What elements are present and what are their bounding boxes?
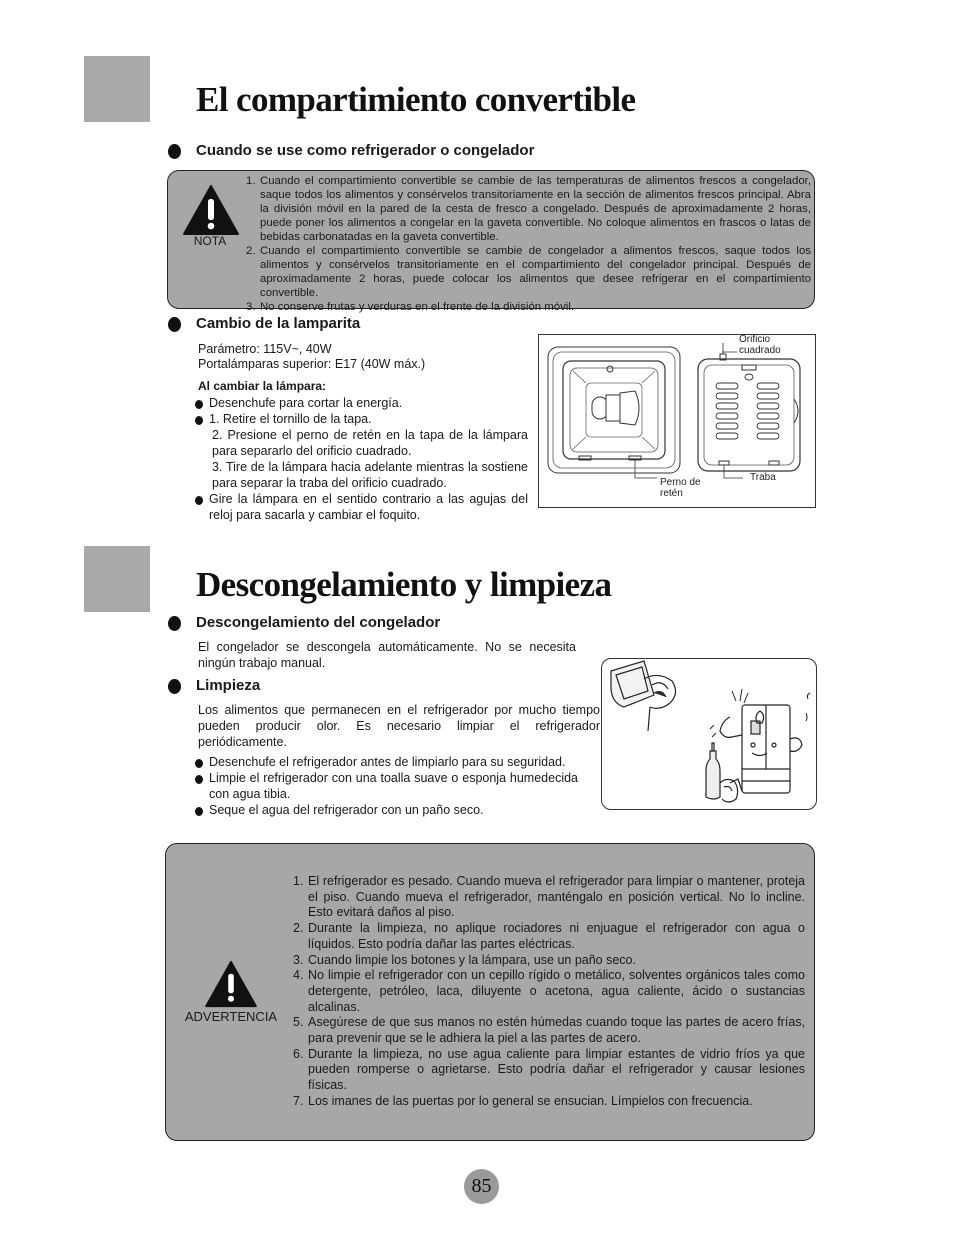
note-label: NOTA bbox=[193, 234, 227, 248]
note-list bbox=[246, 174, 811, 314]
bullet-icon bbox=[168, 317, 181, 332]
list-item: 1. El refrigerador es pesado. Cuando mueva el refrigerador para limpiar o mantener, proteja el piso. Cuando mueva el refrigerador, manténgalo en posición vertical. No lo incline. Esto evitará daños al piso. bbox=[293, 874, 805, 920]
note-box bbox=[167, 170, 815, 313]
warning-triangle-icon bbox=[204, 960, 258, 1008]
list-item: 2. Durante la limpieza, no aplique rociadores ni enjuague el refrigerador con agua o líquidos. Esto podría dañar las partes eléctricas. bbox=[293, 921, 805, 951]
label-retaining-pin: Perno de retén bbox=[660, 477, 701, 499]
bullet-icon bbox=[195, 416, 203, 425]
bullet-icon bbox=[195, 759, 203, 768]
lamp-steps bbox=[195, 395, 528, 523]
list-item: Gire la lámpara en el sentido contrario a las agujas del reloj para sacarla y cambiar el foquito. bbox=[195, 491, 528, 523]
bullet-icon bbox=[195, 400, 203, 409]
cleaning-bullets bbox=[195, 754, 578, 818]
lamp-parameters: Parámetro: 115V~, 40W Portalámparas superior: E17 (40W máx.) bbox=[198, 342, 426, 371]
label-square-hole: Orificio cuadrado bbox=[739, 334, 781, 356]
section-title-convertible: El compartimiento convertible bbox=[196, 80, 636, 119]
warning-list bbox=[293, 874, 805, 1110]
bullet-icon bbox=[195, 496, 203, 505]
defrost-text: El congelador se descongela automáticamente. No se necesita ningún trabajo manual. bbox=[198, 640, 576, 670]
bullet-icon bbox=[168, 679, 181, 694]
list-item: 6. Durante la limpieza, no use agua caliente para limpiar estantes de vidrio fríos ya que pueden romperse o agrietarse. Esto podría dañar el refrigerador y causar lesiones físicas. bbox=[293, 1046, 805, 1093]
bullet-icon bbox=[168, 144, 181, 159]
list-item: 1. Cuando el compartimiento convertible se cambie de las temperaturas de alimentos frescos a congelador, saque todos los alimentos y consérvelos transitoriamente en la sección de alimentos frescos principal. Abra la división móvil en la pared de la cesta de fresco a congelado. Después de aproximadamente 2 horas, puede poner los alimentos a congelar en la gaveta convertible. No coloque alimentos en frascos o latas de bebidas carbonatadas en la gaveta convertible. bbox=[246, 175, 811, 243]
list-item: 1. Retire el tornillo de la tapa. bbox=[195, 411, 528, 427]
lamp-change-heading: Al cambiar la lámpara: bbox=[198, 379, 327, 393]
bullet-icon bbox=[195, 775, 203, 784]
warning-box bbox=[165, 843, 815, 1141]
list-item: Desenchufe para cortar la energía. bbox=[195, 395, 528, 411]
list-item: Limpie el refrigerador con una toalla suave o esponja humedecida con agua tibia. bbox=[195, 770, 578, 802]
lamp-diagram bbox=[538, 334, 816, 508]
list-item: Seque el agua del refrigerador con un paño seco. bbox=[195, 802, 578, 818]
warning-label: ADVERTENCIA bbox=[184, 1009, 278, 1024]
list-item: 3. Tire de la lámpara hacia adelante mientras la sostiene para separar la traba del orificio cuadrado. bbox=[212, 460, 528, 490]
section-title-defrost-cleaning: Descongelamiento y limpieza bbox=[196, 565, 612, 604]
list-item: 3. Cuando limpie los botones y la lámpara, use un paño seco. bbox=[293, 952, 636, 967]
list-item: 2. Cuando el compartimiento convertible se cambie de congelador a alimentos frescos, saque todos los alimentos y consérvelos transitoriamente en el compartimiento del congelador principal. Después de aproximadamente 2 horas, puede colocar los alimentos que desee refrigerar en el compartimiento convertible. bbox=[246, 245, 811, 299]
cleaning-refrigerator-illustration bbox=[602, 659, 818, 811]
bullet-icon bbox=[168, 616, 181, 631]
list-item: 3. No conserve frutas y verduras en el frente de la división móvil. bbox=[246, 301, 575, 313]
warning-triangle-icon bbox=[182, 184, 240, 236]
section-marker-square bbox=[84, 56, 150, 122]
page-number: 85 bbox=[464, 1169, 499, 1204]
cleaning-illustration bbox=[601, 658, 817, 810]
section-marker-square bbox=[84, 546, 150, 612]
cleaning-text: Los alimentos que permanecen en el refrigerador por mucho tiempo pueden producir olor. Es necesario limpiar el refrigerador periódicamente. bbox=[198, 703, 600, 749]
list-item: 4. No limpie el refrigerador con un cepillo rígido o metálico, solventes orgánicos tales como detergente, petróleo, laca, diluyente o acetona, agua caliente, ácido o sustancias alcalinas. bbox=[293, 968, 805, 1014]
list-item: Desenchufe el refrigerador antes de limpiarlo para su seguridad. bbox=[195, 754, 578, 770]
bullet-icon bbox=[195, 807, 203, 816]
list-item: 5. Asegúrese de que sus manos no estén húmedas cuando toque las partes de acero frías, para prevenir que se le adhiera la piel a las partes de acero. bbox=[293, 1015, 805, 1046]
list-item: 2. Presione el perno de retén en la tapa de la lámpara para separarlo del orificio cuadrado. bbox=[212, 428, 528, 458]
list-item: 7. Los imanes de las puertas por lo general se ensucian. Límpielos con frecuencia. bbox=[293, 1093, 753, 1108]
label-latch: Traba bbox=[750, 472, 776, 483]
